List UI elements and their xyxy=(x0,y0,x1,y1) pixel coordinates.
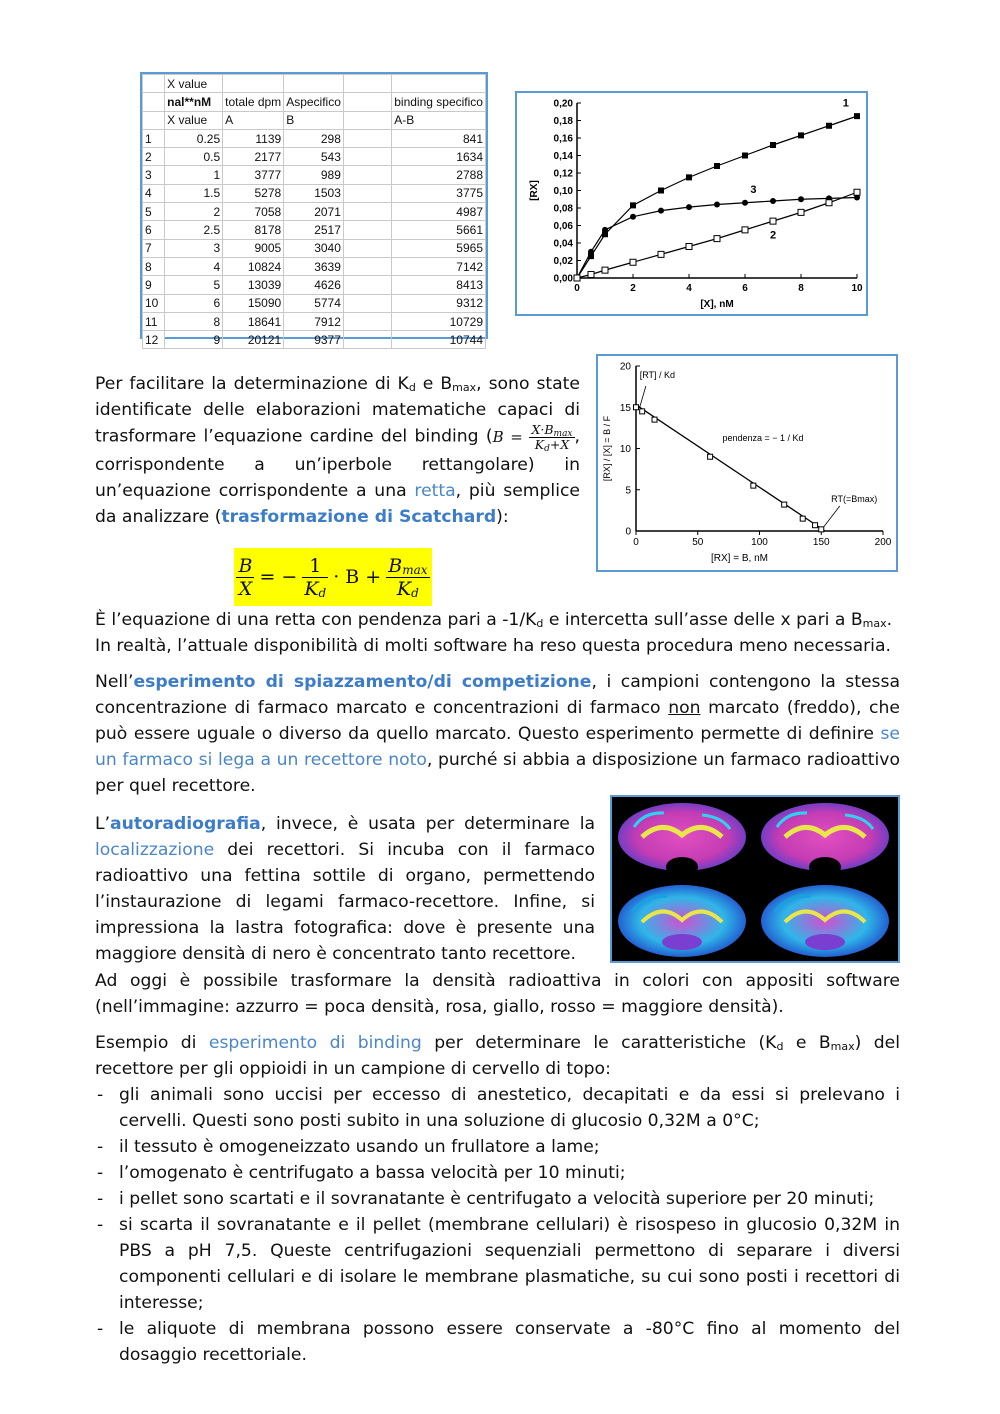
table-cell: 0.5 xyxy=(165,148,223,166)
y-tick-label: 15 xyxy=(619,402,631,414)
binding-example-paragraph xyxy=(95,1030,900,1368)
table-cell xyxy=(343,111,391,129)
y-tick-label: 0,10 xyxy=(553,186,573,197)
table-cell: 1.5 xyxy=(165,184,223,202)
x-axis-label: [RX] = B, nM xyxy=(711,553,768,564)
xint-arrow xyxy=(824,506,840,527)
table-cell xyxy=(343,129,391,147)
table-cell: 9312 xyxy=(392,294,486,312)
table-row xyxy=(143,184,486,202)
eq-den-sub: d xyxy=(544,444,550,454)
y-tick-label: 0,12 xyxy=(553,168,573,180)
point-series-3 xyxy=(658,208,664,214)
y-tick-label: 0,06 xyxy=(553,221,573,232)
table-cell: 989 xyxy=(284,166,344,184)
text: Per facilitare la determinazione di K xyxy=(95,374,409,394)
point-series-2 xyxy=(742,227,748,233)
text: Esempio di xyxy=(95,1033,209,1053)
table-cell: 5965 xyxy=(392,239,486,257)
list-item: - l’omogenato è centrifugato a bassa velocità per 10 minuti; xyxy=(95,1160,900,1186)
table-row xyxy=(143,294,486,312)
table-cell: 7142 xyxy=(392,257,486,275)
table-cell: 1 xyxy=(143,129,165,147)
eq2-k2: K xyxy=(396,577,412,600)
eq2-k: K xyxy=(304,577,319,600)
point-series-3 xyxy=(686,204,692,210)
point-series-1 xyxy=(658,188,664,194)
table-cell: 3639 xyxy=(284,257,344,275)
table-row xyxy=(143,129,486,147)
table-cell: 1503 xyxy=(284,184,344,202)
y-tick-label: 0,20 xyxy=(553,98,573,110)
retta-link: retta xyxy=(414,481,456,501)
table-cell xyxy=(343,221,391,239)
eq-b: B xyxy=(492,427,504,446)
text: per determinare le caratteristiche (K xyxy=(421,1033,777,1053)
competition-term: esperimento di spiazzamento/di competizione xyxy=(133,672,592,692)
table-row xyxy=(143,239,486,257)
data-point xyxy=(652,417,657,422)
table-cell xyxy=(343,276,391,294)
table-cell xyxy=(284,75,344,93)
point-series-2 xyxy=(854,189,860,195)
table-cell xyxy=(223,75,284,93)
table-cell: X value xyxy=(165,75,223,93)
text: e B xyxy=(783,1033,831,1053)
table-cell xyxy=(343,166,391,184)
point-series-1 xyxy=(770,142,776,148)
y-tick-label: 0,18 xyxy=(553,116,573,127)
color-density-paragraph xyxy=(95,968,900,1020)
table-cell xyxy=(143,111,165,129)
table-cell: 9 xyxy=(165,331,223,349)
table-cell: 7 xyxy=(143,239,165,257)
data-point xyxy=(782,502,787,507)
table-cell: 6 xyxy=(143,221,165,239)
table-cell: nal**nM xyxy=(165,93,223,111)
table-cell: 1139 xyxy=(223,129,284,147)
sub: max xyxy=(862,617,887,630)
data-point xyxy=(640,409,645,414)
series-label-3: 3 xyxy=(750,184,757,197)
eq2-lhs-den: X xyxy=(238,577,253,600)
table-cell: 4987 xyxy=(392,203,486,221)
y-tick-label: 0,02 xyxy=(553,256,573,267)
table-row xyxy=(143,276,486,294)
point-series-1 xyxy=(686,174,692,180)
y-tick-label: 0 xyxy=(625,526,631,538)
eq-sign: = xyxy=(510,427,523,446)
text: e intercetta sull’asse delle x pari a B xyxy=(543,610,863,630)
y-tick-label: 0,16 xyxy=(553,133,573,145)
y-tick-label: 0,04 xyxy=(553,238,573,250)
point-series-3 xyxy=(630,214,636,220)
table-cell: 3 xyxy=(165,239,223,257)
series-label-2: 2 xyxy=(769,229,777,242)
table-row xyxy=(143,148,486,166)
eq-num-sub: max xyxy=(553,429,573,439)
y-tick-label: 10 xyxy=(619,444,631,455)
text: , purché si abbia a disposizione un farmaco radioattivo per quel recettore. xyxy=(95,750,900,796)
localization-term: localizzazione xyxy=(95,840,215,860)
competition-purpose: se un farmaco si lega a un recettore noto xyxy=(95,724,900,770)
table-cell xyxy=(143,75,165,93)
table-cell: 4 xyxy=(143,184,165,202)
table-cell xyxy=(343,331,391,349)
table-cell xyxy=(343,148,391,166)
point-series-1 xyxy=(630,202,636,208)
table-cell: 2177 xyxy=(223,148,284,166)
table-cell: binding specifico xyxy=(392,93,486,111)
saturation-chart xyxy=(515,91,868,316)
point-series-2 xyxy=(798,209,804,215)
y-axis-label: [RX] xyxy=(529,180,540,201)
text: Ad oggi è possibile trasformare la densità radioattiva in colori con appositi software (nell’immagine: azzurro = poca densità, rosa, giallo, rosso = maggiore densità). xyxy=(95,971,900,1017)
x-tick-label: 6 xyxy=(742,283,748,294)
table-cell: 2788 xyxy=(392,166,486,184)
point-series-1 xyxy=(714,163,720,169)
sub: d xyxy=(536,617,544,630)
table-cell: 543 xyxy=(284,148,344,166)
list-item: - gli animali sono uccisi per eccesso di anestetico, decapitati e da essi si prelevano i cervelli. Questi sono posti subito in una soluzione di glucosio 0,32M a 0°C; xyxy=(95,1082,900,1134)
point-series-3 xyxy=(602,227,608,233)
table-cell: 13039 xyxy=(223,276,284,294)
sub: d xyxy=(776,1040,784,1053)
data-point xyxy=(751,483,756,488)
table-row xyxy=(143,93,486,111)
table-cell: 8413 xyxy=(392,276,486,294)
point-series-2 xyxy=(826,200,832,206)
list-item: - le aliquote di membrana possono essere conservate a -80°C fino al momento del dosaggio recettoriale. xyxy=(95,1316,900,1368)
list-item: - i pellet sono scartati e il sovranatante è centrifugato a velocità superiore per 20 minuti; xyxy=(95,1186,900,1212)
table-cell: 2071 xyxy=(284,203,344,221)
text: , invece, è usata per determinare la xyxy=(260,814,595,834)
data-point xyxy=(708,454,713,459)
scatchard-paragraph xyxy=(95,371,580,530)
text: L’ xyxy=(95,814,111,834)
point-series-2 xyxy=(686,244,692,250)
x-tick-label: 10 xyxy=(851,283,863,294)
table-cell: 20121 xyxy=(223,331,284,349)
x-tick-label: 150 xyxy=(812,537,830,548)
text: dei recettori. Si incuba con il farmaco radioattivo una fettina sottile di organo, permettendo l’instaurazione di legami farmaco-recettore. Infine, si impressiona la lastra fotografica: dove è presente una maggiore densità di nero è concentrato tanto recettore. xyxy=(95,840,595,964)
saturation-chart-svg xyxy=(517,93,866,314)
table-row xyxy=(143,331,486,349)
table-row xyxy=(143,221,486,239)
spreadsheet-table xyxy=(140,72,488,347)
scatchard-chart xyxy=(596,354,898,572)
table-cell xyxy=(343,93,391,111)
x-tick-label: 100 xyxy=(751,537,768,548)
point-series-3 xyxy=(798,196,804,202)
table-row xyxy=(143,312,486,330)
table-cell: 2 xyxy=(165,203,223,221)
y-tick-label: 5 xyxy=(625,485,631,497)
table-cell: 3777 xyxy=(223,166,284,184)
point-series-2 xyxy=(630,259,636,265)
series-line-1 xyxy=(577,116,857,278)
eq-den-plus: +X xyxy=(549,437,570,452)
text: , i campioni contengono la stessa concentrazione di farmaco marcato e concentrazioni di farmaco xyxy=(95,672,900,718)
binding-experiment-term: esperimento di binding xyxy=(208,1033,422,1053)
text: , sono state identificate delle elaborazioni matematiche capaci di trasformare l’equazione cardine del binding ( xyxy=(95,374,580,447)
x-tick-label: 8 xyxy=(798,283,804,294)
autoradiography-image xyxy=(610,795,900,963)
table-cell: B xyxy=(284,111,344,129)
intercept-label: [RT] / Kd xyxy=(639,370,676,380)
table-cell xyxy=(343,75,391,93)
point-series-1 xyxy=(854,113,860,119)
text: . xyxy=(886,610,893,630)
table-cell: 3040 xyxy=(284,239,344,257)
text: Nell’ xyxy=(95,672,134,692)
point-series-2 xyxy=(658,251,664,257)
table-cell: 9377 xyxy=(284,331,344,349)
table-cell xyxy=(343,294,391,312)
line-explanation xyxy=(95,607,900,659)
table-cell: 6 xyxy=(165,294,223,312)
table-cell: 10824 xyxy=(223,257,284,275)
non-underlined: non xyxy=(668,698,701,718)
table-cell: X value xyxy=(165,111,223,129)
point-series-2 xyxy=(588,272,594,278)
x-tick-label: 4 xyxy=(686,283,692,294)
table-cell: 12 xyxy=(143,331,165,349)
table-cell xyxy=(343,239,391,257)
table-cell: 9005 xyxy=(223,239,284,257)
y-tick-label: 0,08 xyxy=(553,203,573,215)
table-cell xyxy=(343,203,391,221)
table-cell xyxy=(392,75,486,93)
series-label-1: 1 xyxy=(842,97,849,110)
eq2-bmax-sub: max xyxy=(402,562,428,577)
sub: d xyxy=(408,381,416,394)
regression-line xyxy=(636,405,825,531)
table-cell: 841 xyxy=(392,129,486,147)
table-cell: 5774 xyxy=(284,294,344,312)
table-cell: 8 xyxy=(143,257,165,275)
point-series-3 xyxy=(742,200,748,206)
binding-data-table xyxy=(142,74,486,349)
table-cell: 10744 xyxy=(392,331,486,349)
text: e B xyxy=(415,374,453,394)
brain-slice-bottom-left xyxy=(618,885,746,957)
point-series-1 xyxy=(798,132,804,138)
autoradiography-paragraph xyxy=(95,811,595,967)
text: , corrispondente a un’iperbole rettangolare) in un’equazione corrispondente a una xyxy=(95,426,580,501)
eq2-k-sub: d xyxy=(318,585,327,600)
table-cell: A xyxy=(223,111,284,129)
point-series-2 xyxy=(714,236,720,242)
text: ): xyxy=(496,507,509,527)
y-tick-label: 20 xyxy=(619,361,631,373)
list-item: - si scarta il sovranatante e il pellet (membrane cellulari) è risospeso in glucosio 0,32M in PBS a pH 7,5. Queste centrifugazioni sequenziali permettono di separare i diversi componenti cellulari e di isolare le membrane plasmatiche, su cui sono posti i recettori di interesse; xyxy=(95,1212,900,1316)
table-cell xyxy=(343,312,391,330)
table-cell: 2 xyxy=(143,148,165,166)
eq-num: X·B xyxy=(531,422,554,437)
text: , più semplice da analizzare ( xyxy=(95,481,580,527)
table-cell: 3775 xyxy=(392,184,486,202)
point-series-2 xyxy=(574,275,580,281)
table-cell: 11 xyxy=(143,312,165,330)
table-cell: Aspecifico xyxy=(284,93,344,111)
eq2-bmax: B xyxy=(388,554,403,577)
brain-slice-top-left xyxy=(618,803,746,877)
binding-equation xyxy=(492,422,575,454)
x-tick-label: 0 xyxy=(633,537,639,548)
y-axis-label: [RX] / [X] = B / F xyxy=(602,415,612,482)
table-cell: 7058 xyxy=(223,203,284,221)
table-cell: A-B xyxy=(392,111,486,129)
sub: max xyxy=(830,1040,855,1053)
table-cell: 4626 xyxy=(284,276,344,294)
table-cell: 5 xyxy=(165,276,223,294)
table-cell: 1 xyxy=(165,166,223,184)
table-cell: 2.5 xyxy=(165,221,223,239)
table-cell xyxy=(143,93,165,111)
point-series-3 xyxy=(770,198,776,204)
eq-den: K xyxy=(534,437,545,452)
table-cell: totale dpm xyxy=(223,93,284,111)
table-row xyxy=(143,257,486,275)
table-cell: 8 xyxy=(165,312,223,330)
software-note: In realtà, l’attuale disponibilità di molti software ha reso questa procedura meno necessaria. xyxy=(95,636,891,656)
table-row xyxy=(143,166,486,184)
x-axis-label: [X], nM xyxy=(700,299,734,310)
y-tick-label: 0,00 xyxy=(553,273,573,285)
table-cell: 4 xyxy=(165,257,223,275)
table-cell: 5661 xyxy=(392,221,486,239)
data-point xyxy=(800,516,805,521)
table-cell xyxy=(343,257,391,275)
table-row xyxy=(143,111,486,129)
brain-slice-bottom-right xyxy=(761,885,889,957)
competition-paragraph xyxy=(95,669,900,799)
autoradiography-term: autoradiografia xyxy=(110,814,261,834)
table-cell: 0.25 xyxy=(165,129,223,147)
point-series-2 xyxy=(602,267,608,273)
text: marcato (freddo), che può essere uguale o diverso da quello marcato. Questo esperimento permette di definire xyxy=(95,698,900,744)
eq2-equals: = − xyxy=(259,566,298,588)
table-cell: 2517 xyxy=(284,221,344,239)
point-series-3 xyxy=(714,202,720,208)
table-cell: 7912 xyxy=(284,312,344,330)
table-cell: 10 xyxy=(143,294,165,312)
table-cell xyxy=(343,184,391,202)
eq2-lhs-num: B xyxy=(238,554,253,577)
table-row xyxy=(143,75,486,93)
brain-slices-svg xyxy=(612,797,898,961)
procedure-list xyxy=(95,1082,900,1368)
intercept-arrow xyxy=(640,386,646,407)
text: È l’equazione di una retta con pendenza pari a -1/K xyxy=(95,610,537,630)
point-series-3 xyxy=(588,249,594,255)
eq2-one: 1 xyxy=(302,555,328,578)
x-tick-label: 50 xyxy=(692,537,704,548)
xint-label: RT(=Bmax) xyxy=(831,494,878,504)
sub: max xyxy=(452,381,477,394)
scatchard-term: trasformazione di Scatchard xyxy=(221,507,497,527)
point-series-2 xyxy=(770,218,776,224)
table-row xyxy=(143,203,486,221)
table-cell: 10729 xyxy=(392,312,486,330)
data-point xyxy=(813,523,818,528)
x-tick-label: 200 xyxy=(874,537,892,548)
list-item: - il tessuto è omogeneizzato usando un frullatore a lame; xyxy=(95,1134,900,1160)
data-point xyxy=(634,405,639,410)
x-tick-label: 2 xyxy=(630,283,636,294)
table-cell: 9 xyxy=(143,276,165,294)
eq2-k2-sub: d xyxy=(411,585,419,600)
table-cell: 8178 xyxy=(223,221,284,239)
brain-slice-top-right xyxy=(761,803,889,877)
table-cell: 18641 xyxy=(223,312,284,330)
scatchard-equation xyxy=(234,548,432,606)
text: ) del recettore per gli oppioidi in un campione di cervello di topo: xyxy=(95,1033,900,1079)
table-cell: 3 xyxy=(143,166,165,184)
table-cell: 298 xyxy=(284,129,344,147)
eq2-dot-b: · B + xyxy=(333,566,382,588)
scatchard-chart-svg xyxy=(598,356,896,570)
y-tick-label: 0,14 xyxy=(553,151,573,162)
data-point xyxy=(819,527,824,532)
table-cell: 15090 xyxy=(223,294,284,312)
slope-label: pendenza = − 1 / Kd xyxy=(722,433,804,443)
point-series-1 xyxy=(826,123,832,129)
table-cell: 5278 xyxy=(223,184,284,202)
table-cell: 1634 xyxy=(392,148,486,166)
table-cell: 5 xyxy=(143,203,165,221)
x-tick-label: 0 xyxy=(574,283,580,294)
point-series-1 xyxy=(742,153,748,159)
